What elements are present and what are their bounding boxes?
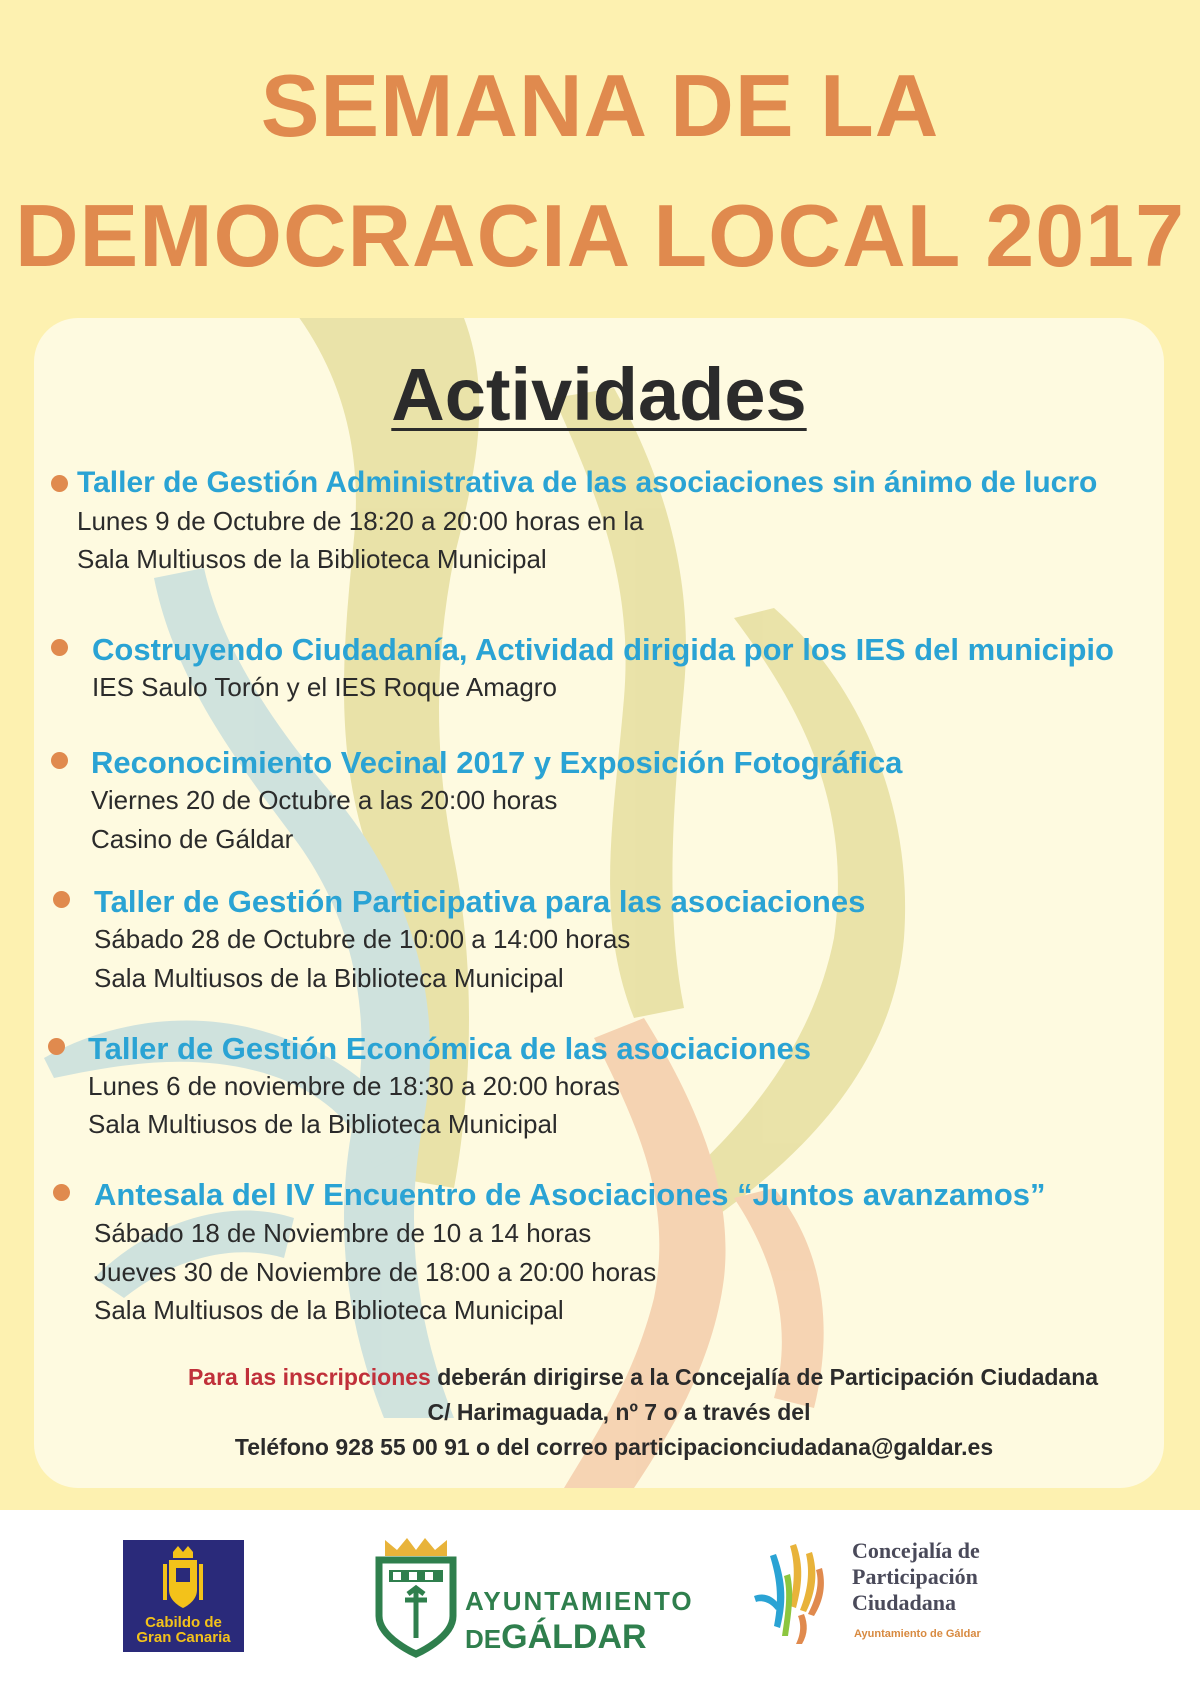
activity-2-line-1: IES Saulo Torón y el IES Roque Amagro <box>92 672 557 702</box>
activity-4-line-2: Sala Multiusos de la Biblioteca Municipal <box>94 963 564 993</box>
activities-panel <box>34 318 1164 1488</box>
activity-1-line-2: Sala Multiusos de la Biblioteca Municipal <box>77 544 547 574</box>
poster-title-line1: SEMANA DE LA <box>260 56 940 155</box>
galdar-shield-icon <box>375 1534 457 1659</box>
ayuntamiento-label: AYUNTAMIENTO <box>465 1586 694 1616</box>
inscriptions-line-3: Teléfono 928 55 00 91 o del correo participacionciudadana@galdar.es <box>234 1434 994 1460</box>
activity-1-title: Taller de Gestión Administrativa de las asociaciones sin ánimo de lucro <box>77 466 1098 499</box>
activity-1-bullet <box>51 475 68 492</box>
concejalia-subtitle: Ayuntamiento de Gáldar <box>854 1628 981 1640</box>
logos-strip <box>0 1510 1200 1688</box>
activity-4-line-1: Sábado 28 de Octubre de 10:00 a 14:00 horas <box>94 924 631 954</box>
activity-6-line-3: Sala Multiusos de la Biblioteca Municipal <box>94 1295 564 1325</box>
concejalia-line-1: Concejalía de <box>852 1538 980 1563</box>
activity-6-bullet <box>53 1184 70 1201</box>
cabildo-name-line1: Cabildo de <box>145 1613 222 1631</box>
cabildo-name-line2: Gran Canaria <box>136 1629 231 1647</box>
cabildo-crest-icon <box>123 1544 244 1624</box>
concejalia-logo <box>750 1536 1010 1656</box>
galdar-prefix: DE <box>465 1624 502 1654</box>
activity-4-title: Taller de Gestión Participativa para las asociaciones <box>94 884 866 919</box>
activity-3-title: Reconocimiento Vecinal 2017 y Exposición Fotográfica <box>91 745 903 780</box>
activity-5-line-2: Sala Multiusos de la Biblioteca Municipal <box>88 1109 558 1139</box>
inscriptions-line-1 <box>34 1366 1164 1389</box>
activity-2-bullet <box>51 639 68 656</box>
activity-3-bullet <box>51 752 68 769</box>
ayuntamiento-galdar-logo <box>370 1534 694 1664</box>
activity-2-title: Costruyendo Ciudadanía, Actividad dirigida por los IES del municipio <box>92 632 1114 667</box>
activities-heading <box>34 353 1164 436</box>
concejalia-name <box>852 1538 980 1616</box>
activity-4-bullet <box>53 891 70 908</box>
inscriptions-line-1-rest: deberán dirigirse a la Concejalía de Participación Ciudadana <box>430 1364 1099 1390</box>
activities-heading-text: Actividades <box>391 353 807 436</box>
inscriptions-highlight: Para las inscripciones <box>187 1364 431 1390</box>
galdar-label <box>465 1620 647 1654</box>
galdar-name: GÁLDAR <box>501 1618 647 1656</box>
activity-5-bullet <box>48 1038 65 1055</box>
activity-3-line-1: Viernes 20 de Octubre a las 20:00 horas <box>91 785 558 815</box>
inscriptions-line-2: C/ Harimaguada, nº 7 o a través del <box>427 1399 811 1425</box>
cabildo-logo <box>123 1540 244 1652</box>
activity-6-line-2: Jueves 30 de Noviembre de 18:00 a 20:00 horas <box>94 1257 657 1287</box>
poster-title-line2: DEMOCRACIA LOCAL 2017 <box>14 186 1186 285</box>
activity-5-title: Taller de Gestión Económica de las asociaciones <box>88 1031 812 1066</box>
activity-1-line-1: Lunes 9 de Octubre de 18:20 a 20:00 horas en la <box>77 506 644 536</box>
concejalia-line-2: Participación <box>852 1563 978 1589</box>
hands-logo-icon <box>750 1536 840 1646</box>
activity-5-line-1: Lunes 6 de noviembre de 18:30 a 20:00 horas <box>88 1071 620 1101</box>
activity-6-line-1: Sábado 18 de Noviembre de 10 a 14 horas <box>94 1218 592 1248</box>
concejalia-line-3: Ciudadana <box>852 1589 956 1615</box>
activity-3-line-2: Casino de Gáldar <box>91 824 294 854</box>
activity-6-title: Antesala del IV Encuentro de Asociaciones “Juntos avanzamos” <box>94 1177 1046 1212</box>
cabildo-name <box>123 1615 244 1647</box>
